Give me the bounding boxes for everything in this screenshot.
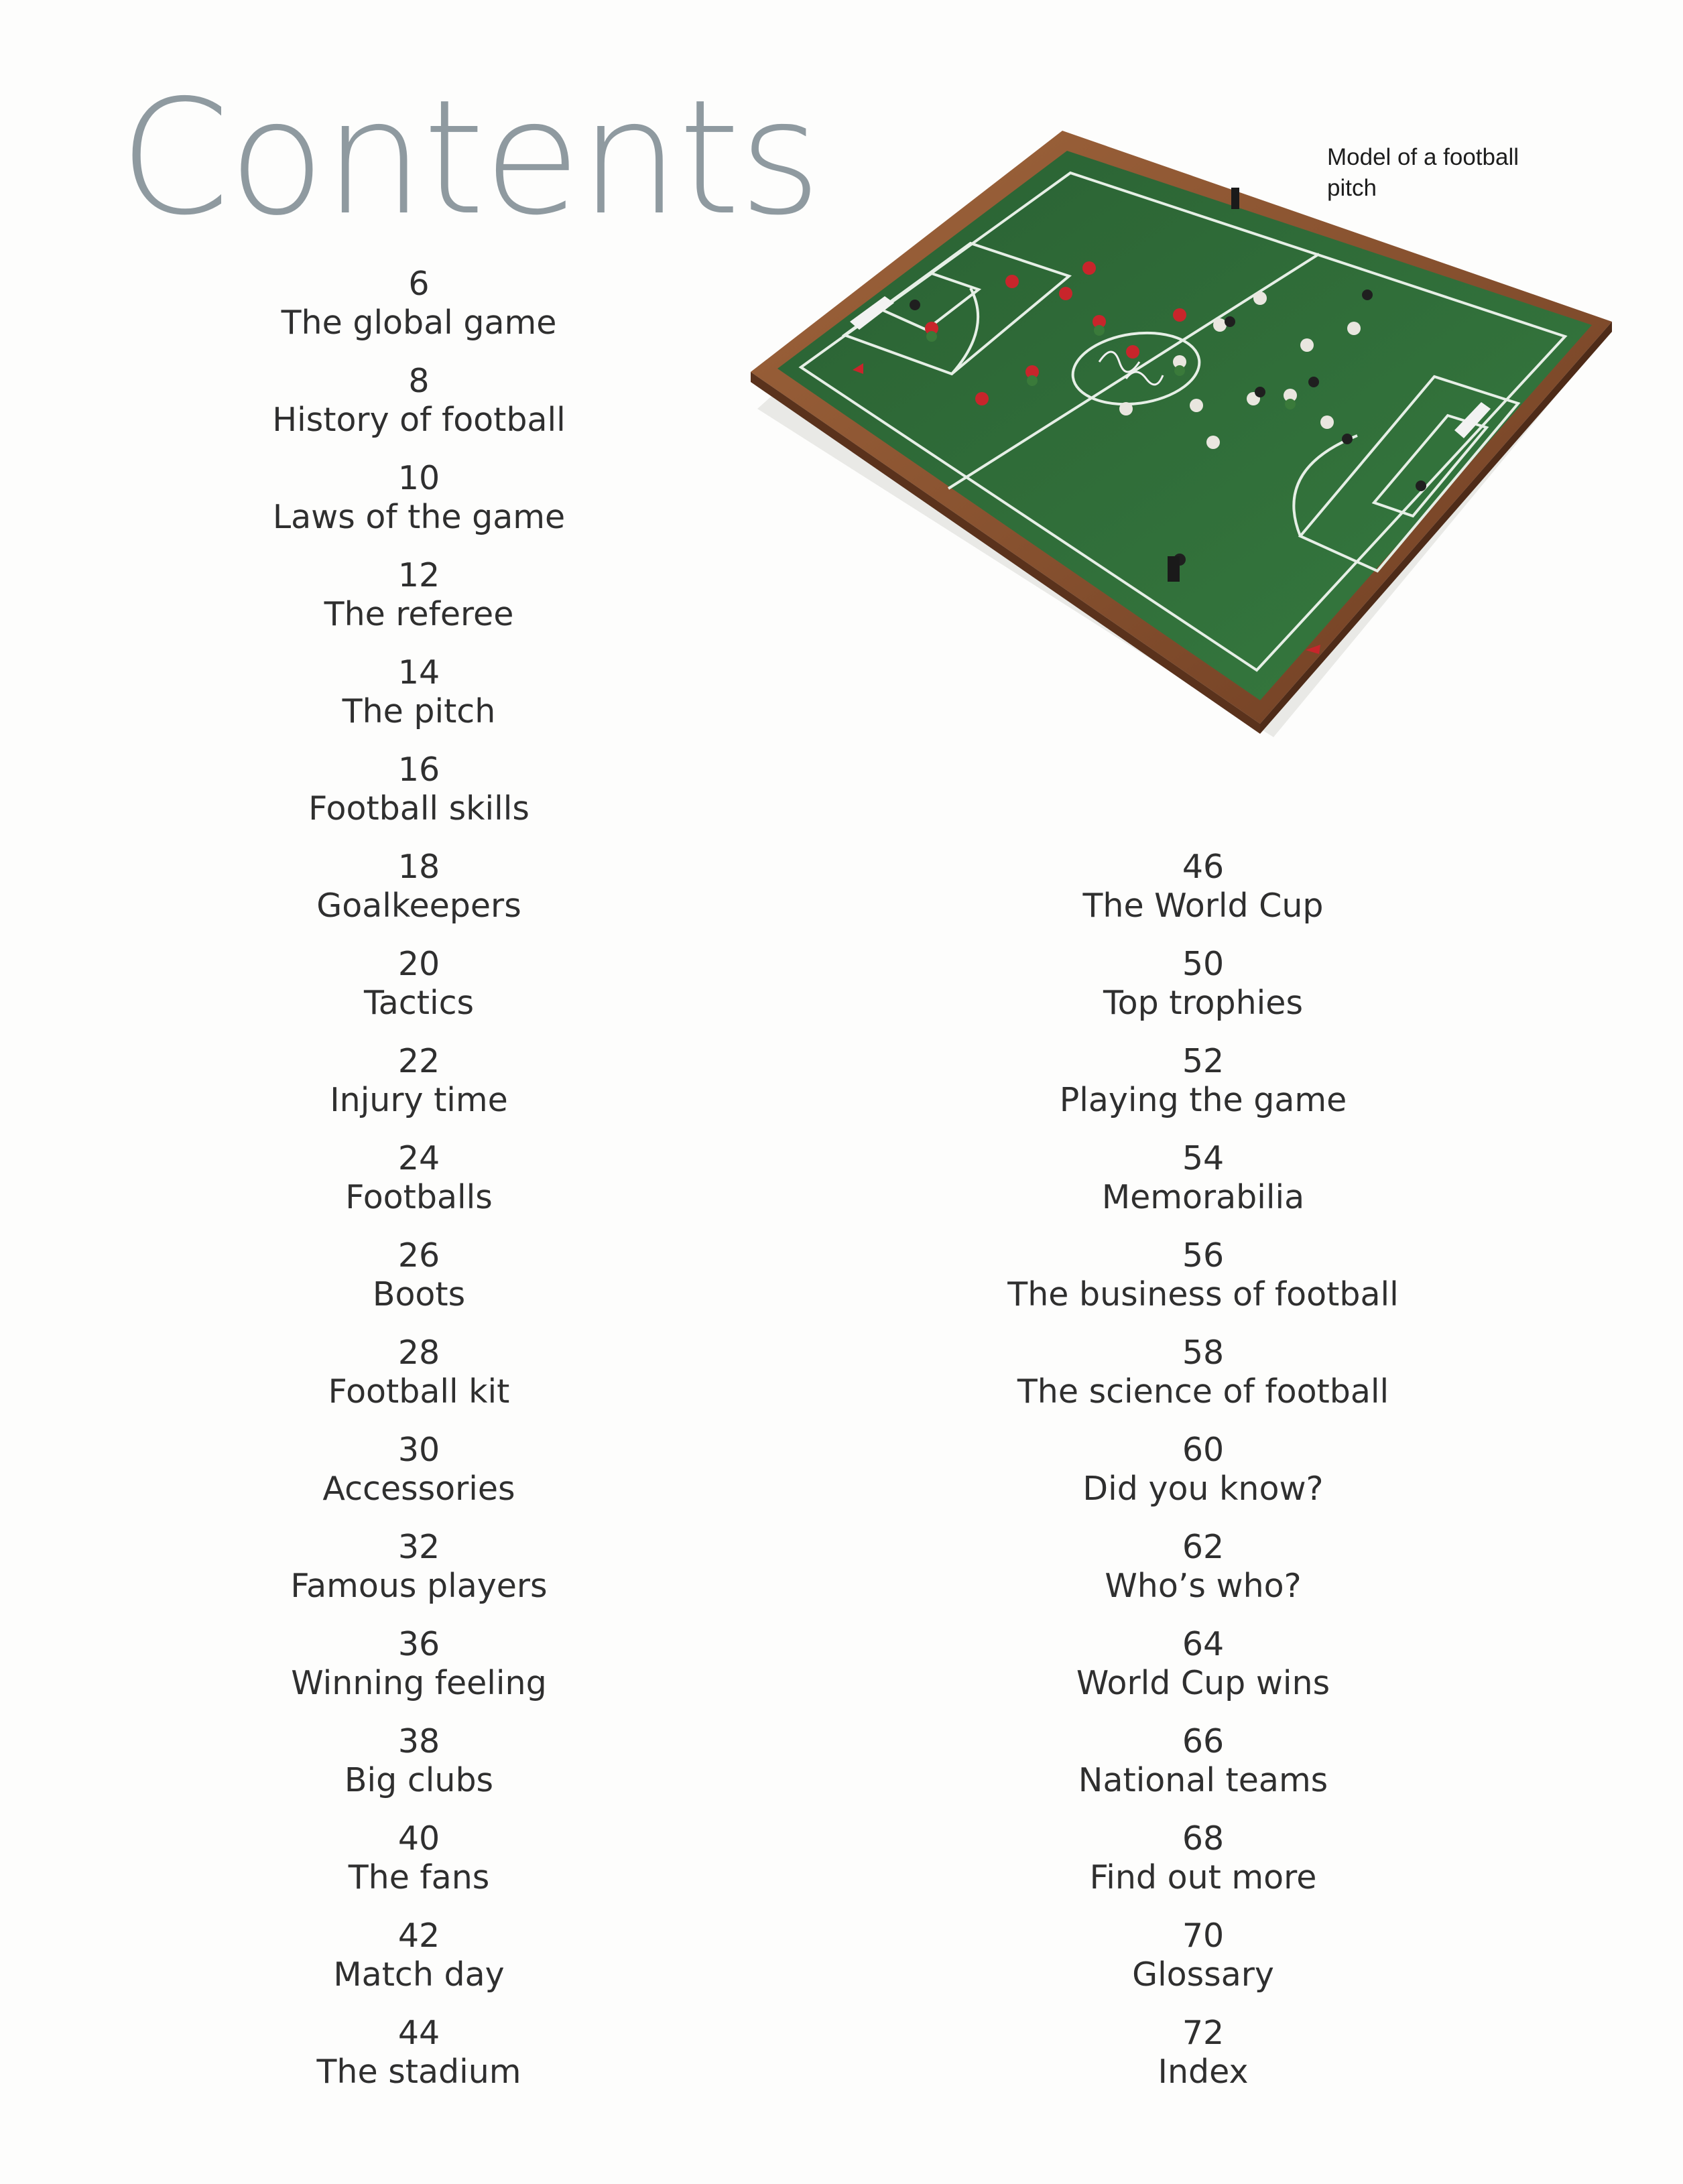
toc-entry[interactable] (144, 848, 694, 925)
toc-entry[interactable] (928, 1236, 1478, 1314)
toc-page-number: 52 (1182, 1042, 1225, 1080)
toc-entry-title: Footballs (345, 1178, 493, 1216)
toc-entry-title: Big clubs (344, 1761, 494, 1799)
page-title: Contents (119, 66, 820, 250)
toc-page-number: 38 (397, 1722, 440, 1760)
toc-page-number: 8 (408, 362, 430, 400)
toc-entry[interactable] (928, 1625, 1478, 1703)
toc-page-number: 32 (397, 1528, 440, 1566)
toc-entry[interactable] (928, 1528, 1478, 1606)
toc-entry-title: The World Cup (1082, 887, 1324, 925)
toc-entry-title: Football skills (308, 789, 529, 828)
toc-entry-title: The fans (348, 1858, 490, 1897)
toc-entry-title: The global game (281, 304, 557, 342)
toc-entry[interactable] (928, 1917, 1478, 1994)
toc-page-number: 42 (397, 1917, 440, 1955)
toc-entry-title: Did you know? (1082, 1470, 1324, 1508)
football-pitch-model-icon (751, 121, 1622, 751)
toc-page-number: 30 (397, 1431, 440, 1469)
toc-entry-title: National teams (1078, 1761, 1328, 1799)
toc-page-number: 64 (1182, 1625, 1225, 1663)
toc-page-number: 14 (397, 653, 440, 692)
toc-entry-title: The pitch (342, 692, 496, 730)
toc-entry-title: Winning feeling (291, 1664, 547, 1702)
toc-entry-title: Glossary (1132, 1955, 1274, 1994)
toc-page-number: 12 (397, 556, 440, 594)
toc-entry[interactable] (144, 1431, 694, 1508)
toc-entry-title: Football kit (328, 1372, 510, 1411)
toc-entry[interactable] (928, 1722, 1478, 1800)
toc-entry-title: Boots (372, 1275, 466, 1313)
toc-page-number: 62 (1182, 1528, 1225, 1566)
toc-entry-title: Injury time (330, 1081, 508, 1119)
toc-entry-title: Top trophies (1103, 984, 1303, 1022)
toc-entry[interactable] (928, 1819, 1478, 1897)
toc-entry-title: Accessories (322, 1470, 515, 1508)
toc-page-number: 70 (1182, 1917, 1225, 1955)
toc-page-number: 20 (397, 945, 440, 983)
toc-page-number: 66 (1182, 1722, 1225, 1760)
toc-entry-title: Tactics (363, 984, 475, 1022)
toc-entry[interactable] (144, 556, 694, 634)
toc-entry[interactable] (144, 1139, 694, 1217)
toc-entry-title: Find out more (1089, 1858, 1317, 1897)
toc-entry[interactable] (928, 1042, 1478, 1120)
toc-entry-title: The referee (324, 595, 514, 633)
toc-entry-title: Who’s who? (1105, 1567, 1302, 1605)
toc-entry-title: The business of football (1007, 1275, 1399, 1313)
toc-entry[interactable] (144, 653, 694, 731)
toc-page-number: 46 (1182, 848, 1225, 886)
toc-entry-title: World Cup wins (1076, 1664, 1330, 1702)
toc-page-number: 50 (1182, 945, 1225, 983)
figure-caption: Model of a football pitch (1327, 144, 1519, 201)
toc-entry-title: Match day (333, 1955, 505, 1994)
toc-entry[interactable] (928, 2014, 1478, 2092)
toc-page-number: 60 (1182, 1431, 1225, 1469)
toc-entry[interactable] (928, 1334, 1478, 1411)
toc-page-number: 56 (1182, 1236, 1225, 1275)
toc-entry[interactable] (928, 945, 1478, 1023)
toc-page-number: 40 (397, 1819, 440, 1858)
toc-page-number: 18 (397, 848, 440, 886)
toc-entry[interactable] (144, 1722, 694, 1800)
toc-entry[interactable] (144, 1334, 694, 1411)
toc-entry[interactable] (928, 848, 1478, 925)
toc-entry[interactable] (144, 1042, 694, 1120)
toc-entry[interactable] (144, 1819, 694, 1897)
toc-entry-title: Playing the game (1059, 1081, 1347, 1119)
toc-page-number: 6 (408, 265, 430, 303)
toc-page-number: 72 (1182, 2014, 1225, 2052)
toc-entry-title: The stadium (316, 2053, 521, 2091)
toc-entry-title: Laws of the game (272, 498, 566, 536)
toc-page-number: 28 (397, 1334, 440, 1372)
toc-entry[interactable] (144, 751, 694, 828)
toc-page-number: 10 (397, 459, 440, 497)
toc-page-number: 24 (397, 1139, 440, 1177)
toc-entry[interactable] (144, 459, 694, 537)
toc-entry[interactable] (144, 1528, 694, 1606)
toc-page-number: 44 (397, 2014, 440, 2052)
toc-entry[interactable] (144, 1625, 694, 1703)
toc-entry-title: The science of football (1017, 1372, 1389, 1411)
toc-entry[interactable] (144, 362, 694, 440)
toc-entry[interactable] (144, 1236, 694, 1314)
toc-entry[interactable] (144, 265, 694, 342)
toc-entry-title: Index (1158, 2053, 1249, 2091)
toc-entry[interactable] (144, 945, 694, 1023)
toc-entry[interactable] (144, 2014, 694, 2092)
pitch-model-figure (751, 121, 1622, 751)
toc-entry-title: Memorabilia (1101, 1178, 1305, 1216)
toc-page-number: 58 (1182, 1334, 1225, 1372)
toc-page-number: 36 (397, 1625, 440, 1663)
toc-page-number: 22 (397, 1042, 440, 1080)
toc-entry[interactable] (928, 1431, 1478, 1508)
toc-entry[interactable] (144, 1917, 694, 1994)
toc-entry-title: History of football (272, 401, 566, 439)
toc-page-number: 26 (397, 1236, 440, 1275)
toc-page-number: 54 (1182, 1139, 1225, 1177)
toc-page-number: 68 (1182, 1819, 1225, 1858)
toc-entry-title: Famous players (290, 1567, 548, 1605)
toc-entry-title: Goalkeepers (316, 887, 521, 925)
toc-page-number: 16 (397, 751, 440, 789)
toc-entry[interactable] (928, 1139, 1478, 1217)
